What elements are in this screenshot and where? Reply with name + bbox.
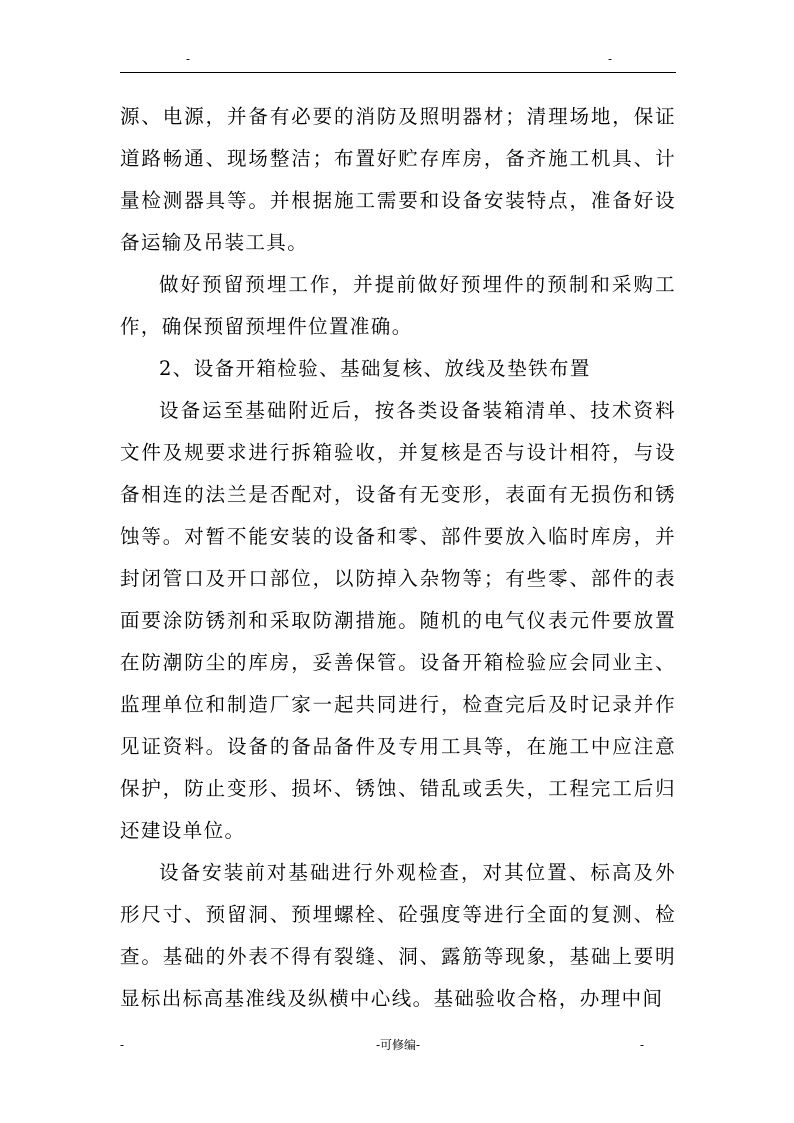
header-left-mark: - [186, 52, 191, 66]
header-rule [120, 72, 676, 73]
paragraph-unpacking-inspection: 设备运至基础附近后，按各类设备装箱清单、技术资料文件及规要求进行拆箱验收，并复核是否与设计相符，与设备相连的法兰是否配对，设备有无变形，表面有无损伤和锈蚀等。对暂不能安装的设备和零、部件要放入临时库房，并封闭管口及开口部位，以防掉入杂物等；有些零、部件的表面要涂防锈剂和采取防潮措施。随机的电气仪表元件要放置在防潮防尘的库房，妥善保管。设备开箱检验应会同业主、监理单位和制造厂家一起共同进行，检查完后及时记录并作见证资料。设备的备品备件及专用工具等，在施工中应注意保护，防止变形、损坏、锈蚀、错乱或丢失，工程完工后归还建设单位。 [120, 399, 676, 842]
paragraph-continuation: 源、电源，并备有必要的消防及照明器材；清理场地，保证道路畅通、现场整洁；布置好贮存库房，备齐施工机具、计量检测器具等。并根据施工需要和设备安装特点，准备好设备运输及吊装工具。 [120, 105, 676, 254]
document-body [120, 96, 676, 1020]
paragraph-embedded-parts: 做好预留预埋工作，并提前做好预埋件的预制和采购工作，确保预留预埋件位置准确。 [120, 273, 676, 338]
section-heading: 2、设备开箱检验、基础复核、放线及垫铁布置 [159, 357, 591, 380]
footer-right-mark: - [640, 1038, 645, 1052]
header-right-mark: - [608, 52, 613, 66]
paragraph-foundation-check: 设备安装前对基础进行外观检查，对其位置、标高及外形尺寸、预留洞、预埋螺栓、砼强度等进行全面的复测、检查。基础的外表不得有裂缝、洞、露筋等现象，基础上要明显标出标高基准线及纵横中心线。基础验收合格，办理中间 [120, 861, 676, 1010]
footer-left-mark: - [120, 1038, 125, 1052]
footer-center-label: -可修编- [376, 1038, 421, 1052]
